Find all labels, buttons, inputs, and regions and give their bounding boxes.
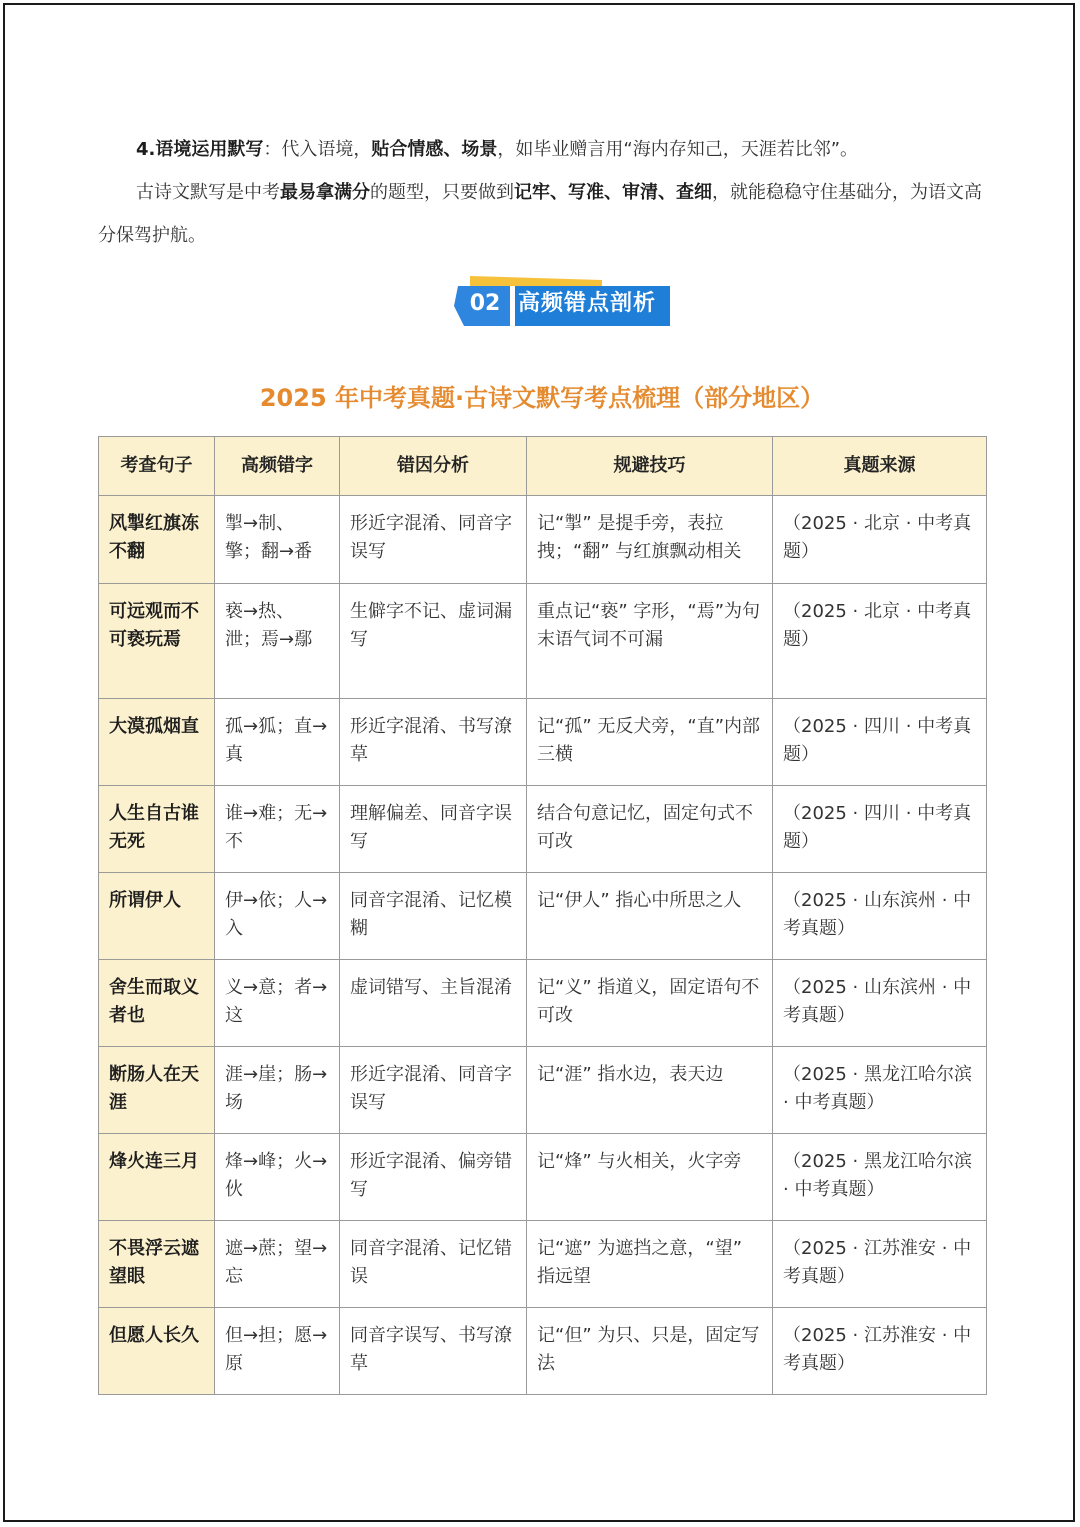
cell-sentence: 断肠人在天涯 — [99, 1047, 215, 1134]
cell-cause: 虚词错写、主旨混淆 — [340, 960, 527, 1047]
badge-number: 02 — [469, 291, 501, 316]
cell-tips: 重点记“亵” 字形，“焉”为句末语气词不可漏 — [527, 584, 773, 699]
intro-emphasis: 贴合情感、场景 — [371, 139, 498, 160]
table-row — [99, 786, 987, 873]
cell-cause: 形近字混淆、偏旁错写 — [340, 1134, 527, 1221]
intro-paragraph-2 — [98, 171, 986, 257]
cell-tips: 记“掣” 是提手旁，表拉拽；“翻” 与红旗飘动相关 — [527, 496, 773, 584]
cell-cause: 形近字混淆、书写潦草 — [340, 699, 527, 786]
cell-error-chars: 掣→制、擎；翻→番 — [215, 496, 340, 584]
col-header-error-chars: 高频错字 — [215, 437, 340, 496]
table-row — [99, 1308, 987, 1395]
cell-sentence: 大漠孤烟直 — [99, 699, 215, 786]
cell-source: （2025 · 四川 · 中考真题） — [773, 699, 987, 786]
cell-tips: 记“遮” 为遮挡之意，“望” 指远望 — [527, 1221, 773, 1308]
col-header-sentence: 考查句子 — [99, 437, 215, 496]
intro-lead: 4.语境运用默写 — [136, 139, 264, 160]
cell-sentence: 风掣红旗冻不翻 — [99, 496, 215, 584]
intro-text: 的题型，只要做到 — [370, 182, 514, 203]
cell-sentence: 舍生而取义者也 — [99, 960, 215, 1047]
cell-tips: 记“但” 为只、只是，固定写法 — [527, 1308, 773, 1395]
cell-error-chars: 亵→热、泄；焉→鄢 — [215, 584, 340, 699]
cell-source: （2025 · 山东滨州 · 中考真题） — [773, 960, 987, 1047]
cell-error-chars: 涯→崖；肠→场 — [215, 1047, 340, 1134]
cell-source: （2025 · 北京 · 中考真题） — [773, 496, 987, 584]
col-header-source: 真题来源 — [773, 437, 987, 496]
intro-text: ，如毕业赠言用“海内存知己，天涯若比邻”。 — [497, 139, 859, 160]
cell-source: （2025 · 四川 · 中考真题） — [773, 786, 987, 873]
cell-sentence: 烽火连三月 — [99, 1134, 215, 1221]
cell-source: （2025 · 黑龙江哈尔滨 · 中考真题） — [773, 1047, 987, 1134]
intro-emphasis: 最易拿满分 — [280, 182, 370, 203]
cell-sentence: 可远观而不可亵玩焉 — [99, 584, 215, 699]
cell-error-chars: 但→担；愿→原 — [215, 1308, 340, 1395]
cell-sentence: 人生自古谁无死 — [99, 786, 215, 873]
cell-error-chars: 义→意；者→这 — [215, 960, 340, 1047]
cell-cause: 理解偏差、同音字误写 — [340, 786, 527, 873]
cell-cause: 生僻字不记、虚词漏写 — [340, 584, 527, 699]
cell-tips: 记“烽” 与火相关，火字旁 — [527, 1134, 773, 1221]
cell-source: （2025 · 江苏淮安 · 中考真题） — [773, 1308, 987, 1395]
cell-error-chars: 谁→难；无→不 — [215, 786, 340, 873]
cell-tips: 记“孤” 无反犬旁，“直”内部三横 — [527, 699, 773, 786]
cell-cause: 同音字混淆、记忆模糊 — [340, 873, 527, 960]
col-header-cause: 错因分析 — [340, 437, 527, 496]
table-row — [99, 699, 987, 786]
table-row — [99, 584, 987, 699]
col-header-tips: 规避技巧 — [527, 437, 773, 496]
cell-error-chars: 烽→峰；火→伙 — [215, 1134, 340, 1221]
table-header-row — [99, 437, 987, 496]
cell-error-chars: 遮→蔗；望→忘 — [215, 1221, 340, 1308]
cell-sentence: 不畏浮云遮望眼 — [99, 1221, 215, 1308]
table-title: 2025 年中考真题·古诗文默写考点梳理（部分地区） — [259, 384, 825, 412]
cell-tips: 记“涯” 指水边，表天边 — [527, 1047, 773, 1134]
table-row — [99, 1134, 987, 1221]
cell-error-chars: 伊→依；人→入 — [215, 873, 340, 960]
cell-cause: 同音字误写、书写潦草 — [340, 1308, 527, 1395]
cell-tips: 结合句意记忆，固定句式不可改 — [527, 786, 773, 873]
cell-cause: 形近字混淆、同音字误写 — [340, 1047, 527, 1134]
cell-tips: 记“伊人” 指心中所思之人 — [527, 873, 773, 960]
cell-source: （2025 · 北京 · 中考真题） — [773, 584, 987, 699]
cell-sentence: 但愿人长久 — [99, 1308, 215, 1395]
table-row — [99, 496, 987, 584]
cell-sentence: 所谓伊人 — [99, 873, 215, 960]
cell-error-chars: 孤→狐；直→真 — [215, 699, 340, 786]
table-row — [99, 960, 987, 1047]
table-row — [99, 873, 987, 960]
cell-source: （2025 · 黑龙江哈尔滨 · 中考真题） — [773, 1134, 987, 1221]
intro-emphasis: 记牢、写准、审清、查细 — [514, 182, 712, 203]
table-row — [99, 1047, 987, 1134]
badge-label: 高频错点剖析 — [518, 291, 657, 316]
cell-source: （2025 · 江苏淮安 · 中考真题） — [773, 1221, 987, 1308]
intro-text: ：代入语境， — [263, 139, 372, 160]
cell-cause: 同音字混淆、记忆错误 — [340, 1221, 527, 1308]
intro-text: 古诗文默写是中考 — [136, 182, 280, 203]
cell-source: （2025 · 山东滨州 · 中考真题） — [773, 873, 987, 960]
cell-cause: 形近字混淆、同音字误写 — [340, 496, 527, 584]
table-row — [99, 1221, 987, 1308]
cell-tips: 记“义” 指道义，固定语句不可改 — [527, 960, 773, 1047]
exam-table — [98, 436, 987, 1395]
intro-text: ，就能稳稳守住基础分，为语文高分保驾护航。 — [98, 182, 982, 246]
intro-paragraph-1 — [136, 128, 986, 171]
